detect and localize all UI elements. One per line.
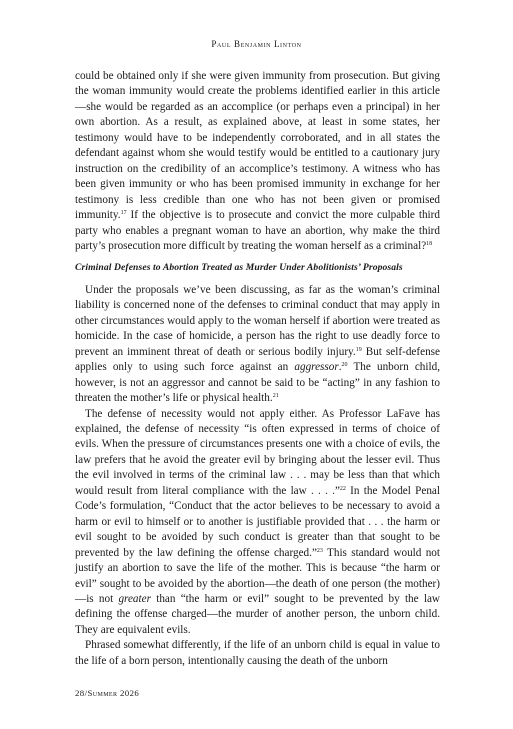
footnote-ref-20[interactable]: 20: [341, 362, 348, 369]
folio: 28/Summer 2026: [75, 688, 140, 698]
footnote-ref-17[interactable]: 17: [120, 210, 127, 217]
paragraph-1: could be obtained only if she were given immunity from prosecution. But giving the woman immunity would create the problems identified earlier in this article—she would be regarded as an accomplice (or perhaps even a principal) in her own abortion. As a result, as explained above, at least in some states, her testimony would have to be independently corroborated, and in all states the defendant against whom she would testify would be entitled to a cautionary jury instruction on the credibility of an accomplice’s testimony. A witness who has been given immunity or who has been promised immunity in exchange for her testimony is less credible than one who has not been given or promised immunity.$^{17}$ If the objective is to prosecute and convict the more culpable third party who enables a pregnant woman to have an abortion, why make the third party’s prosecution more difficult by treating the woman herself as a criminal?$^{18}$: [75, 70, 440, 252]
footnote-ref-21[interactable]: 21: [272, 393, 279, 400]
emphasis-aggressor: aggressor: [294, 361, 339, 374]
footnote-ref-23[interactable]: 23: [316, 547, 323, 554]
running-head: Paul Benjamin Linton: [211, 39, 302, 49]
footnote-ref-22[interactable]: 22: [339, 485, 346, 492]
emphasis-greater: greater: [118, 592, 151, 605]
section-heading: Criminal Defenses to Abortion Treated as Murder Under Abolitionists’ Proposals: [75, 262, 403, 274]
footnote-ref-19[interactable]: 19: [355, 346, 362, 353]
footnote-ref-18[interactable]: 18: [426, 240, 433, 247]
paragraph-2: Under the proposals we’ve been discussing, as far as the woman’s criminal liability is concerned none of the defenses to criminal conduct that may apply in other circumstances would apply to the woman herself if abortion were treated as homicide. In the case of homicide, a person has the right to use deadly force to prevent an imminent threat of death or serious bodily injury.$^{19}$ But self-defense applies only to using such force against an aggressor.$^{20}$ The unborn child, however, is not an aggressor and cannot be said to be “acting” in any fashion to threaten the mother’s life or physical health.$^{21}$: [75, 283, 440, 405]
paragraph-3: The defense of necessity would not apply either. As Professor LaFave has explained, the defense of necessity “is often expressed in terms of choice of evils. When the pressure of circumstances presents one with a choice of evils, the law prefers that he avoid the greater evil by bringing about the lesser evil. Thus the evil involved in terms of the criminal law . . . may be less than that which would result from literal compliance with the law . . . .”$^{22}$ In the Model Penal Code’s formulation, “Conduct that the actor believes to be necessary to avoid a harm or evil to himself or to another is justifiable provided that . . . the harm or evil sought to be avoided by such conduct is greater than that sought to be prevented by the law defining the offense charged.”$^{23}$ This standard would not justify an abortion to save the life of the mother. This is because “the harm or evil” sought to be avoided by the abortion—the death of one person (the mother)—is not greater than “the harm or evil” sought to be prevented by the law defining the offense charged—the murder of another person, the unborn child. They are equivalent evils.: [75, 407, 441, 636]
body-text: [75, 69, 440, 669]
paragraph-4: Phrased somewhat differently, if the life of an unborn child is equal in value to the life of a born person, intentionally causing the death of the unborn: [75, 639, 440, 667]
